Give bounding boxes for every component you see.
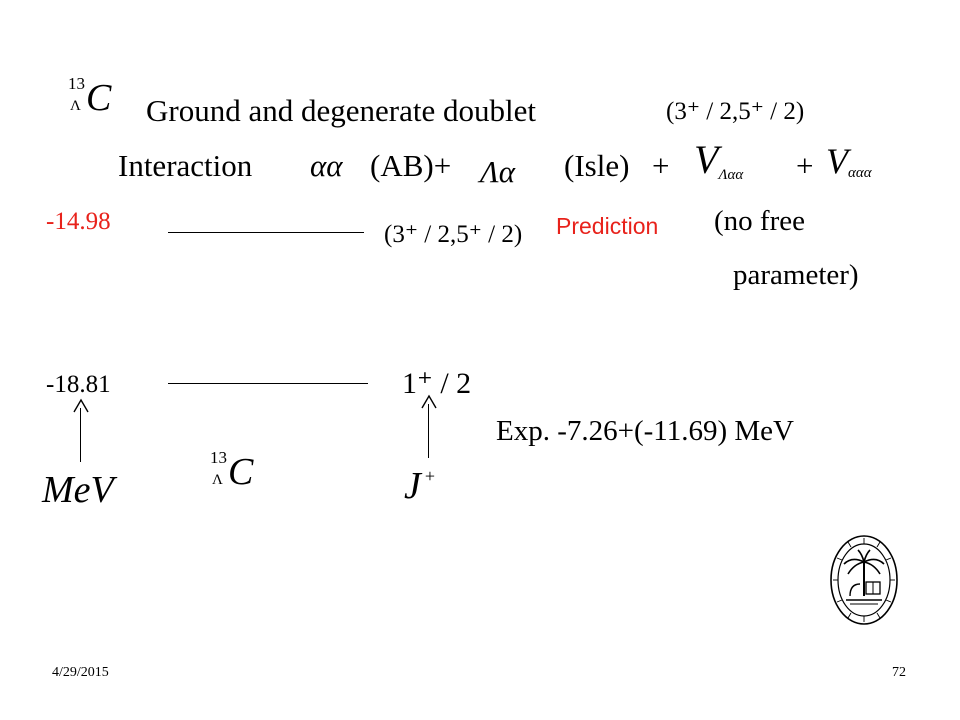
element-symbol: C [228, 451, 254, 493]
upper-level-line [168, 232, 364, 233]
interaction-label: Interaction [118, 148, 253, 183]
title-doublet-spin: (3⁺ / 2,5⁺ / 2) [666, 98, 805, 125]
axis-nucleus-symbol [208, 448, 268, 498]
spin-arrow-head [420, 394, 438, 415]
lambda-subscript: Λ [70, 98, 81, 114]
energy-arrow-head [72, 398, 90, 419]
no-free-parameter-line1: (no free [714, 205, 805, 237]
isle-potential-label: (Isle) [564, 148, 630, 183]
mass-number: 13 [68, 74, 85, 93]
prediction-label: Prediction [556, 213, 659, 239]
no-free-parameter-line2: parameter) [733, 259, 859, 291]
footer-date: 4/29/2015 [52, 665, 109, 680]
footer-page-number: 72 [892, 665, 906, 680]
alpha-alpha-symbol: αα [310, 148, 343, 183]
lambda-subscript: Λ [212, 472, 223, 488]
header-hypernucleus-symbol [66, 74, 126, 124]
element-symbol: C [86, 77, 112, 119]
upper-level-energy: -14.98 [46, 208, 111, 235]
three-body-potential-lambda-alpha-alpha: VΛαα [694, 137, 744, 183]
spin-parity-label: J + [404, 465, 436, 507]
ab-potential-label: (AB)+ [370, 148, 452, 183]
plus-sign: + [652, 148, 670, 183]
experimental-value: Exp. -7.26+(-11.69) MeV [496, 415, 794, 447]
lower-level-line [168, 383, 368, 384]
lower-level-spin: 1⁺ / 2 [402, 367, 472, 400]
energy-unit-label: MeV [42, 469, 114, 511]
lower-level-energy: -18.81 [46, 371, 111, 398]
plus-sign: + [796, 148, 814, 183]
mass-number: 13 [210, 448, 227, 467]
three-body-potential-alpha-alpha-alpha: Vααα [826, 141, 872, 181]
lambda-alpha-symbol: Λα [480, 154, 515, 189]
institution-seal-logo [828, 534, 900, 631]
upper-level-spin: (3⁺ / 2,5⁺ / 2) [384, 221, 523, 248]
slide-title: Ground and degenerate doublet [146, 93, 536, 128]
